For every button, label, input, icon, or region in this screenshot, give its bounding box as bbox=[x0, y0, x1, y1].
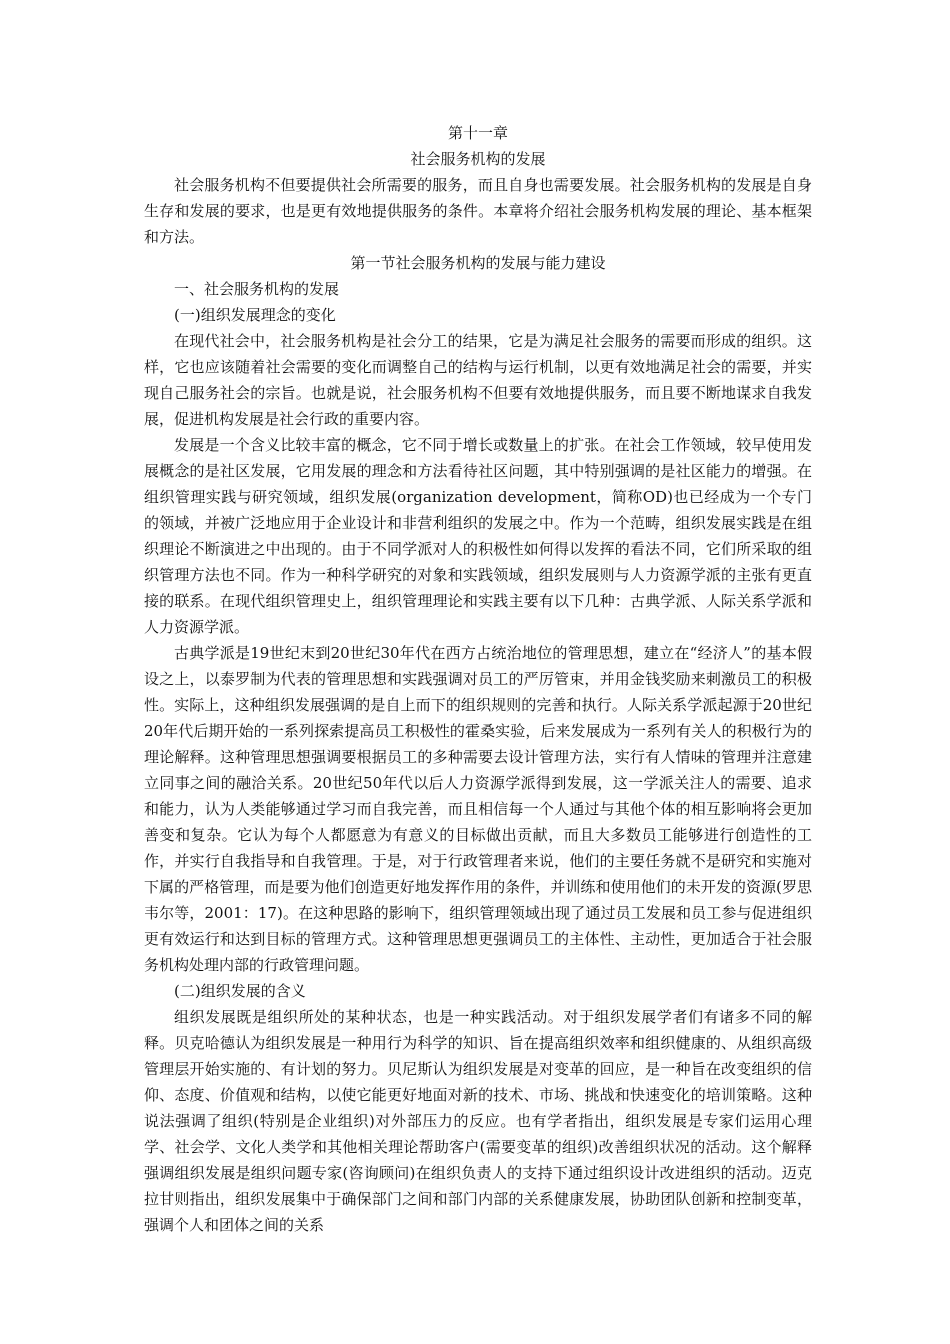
document-page bbox=[144, 120, 812, 1238]
body-paragraph: 组织发展既是组织所处的某种状态，也是一种实践活动。对于组织发展学者们有诸多不同的解释。贝克哈德认为组织发展是一种用行为科学的知识、旨在提高组织效率和组织健康的、从组织高级管理层开始实施的、有计划的努力。贝尼斯认为组织发展是对变革的回应，是一种旨在改变组织的信仰、态度、价值观和结构，以使它能更好地面对新的技术、市场、挑战和快速变化的培训策略。这种说法强调了组织(特别是企业组织)对外部压力的反应。也有学者指出，组织发展是专家们运用心理学、社会学、文化人类学和其他相关理论帮助客户(需要变革的组织)改善组织状况的活动。这个解释强调组织发展是组织问题专家(咨询顾问)在组织负责人的支持下通过组织设计改进组织的活动。迈克拉甘则指出，组织发展集中于确保部门之间和部门内部的关系健康发展，协助团队创新和控制变革，强调个人和团体之间的关系 bbox=[144, 1008, 812, 1234]
body-paragraph: 发展是一个含义比较丰富的概念，它不同于增长或数量上的扩张。在社会工作领域，较早使用发展概念的是社区发展，它用发展的理念和方法看待社区问题，其中特别强调的是社区能力的增强。在组织管理实践与研究领域，组织发展(organization development，简称OD)也已经成为一个专门的领域，并被广泛地应用于企业设计和非营利组织的发展之中。作为一个范畴，组织发展实践是在组织理论不断演进之中出现的。由于不同学派对人的积极性如何得以发挥的看法不同，它们所采取的组织管理方法也不同。作为一种科学研究的对象和实践领域，组织发展则与人力资源学派的主张有更直接的联系。在现代组织管理史上，组织管理理论和实践主要有以下几种：古典学派、人际关系学派和人力资源学派。 bbox=[144, 436, 812, 636]
item-heading-2: (二)组织发展的含义 bbox=[174, 982, 306, 1000]
section-title: 第一节社会服务机构的发展与能力建设 bbox=[350, 254, 606, 272]
body-paragraph: 在现代社会中，社会服务机构是社会分工的结果，它是为满足社会服务的需要而形成的组织。这样，它也应该随着社会需要的变化而调整自己的结构与运行机制，以更有效地满足社会的需要，并实现自己服务社会的宗旨。也就是说，社会服务机构不但要有效地提供服务，而且要不断地谋求自我发展，促进机构发展是社会行政的重要内容。 bbox=[144, 332, 812, 428]
intro-paragraph: 社会服务机构不但要提供社会所需要的服务，而且自身也需要发展。社会服务机构的发展是自身生存和发展的要求，也是更有效地提供服务的条件。本章将介绍社会服务机构发展的理论、基本框架和方法。 bbox=[144, 176, 812, 246]
chapter-number: 第十一章 bbox=[447, 124, 508, 142]
chapter-title: 社会服务机构的发展 bbox=[410, 150, 546, 168]
body-paragraph: 古典学派是19世纪末到20世纪30年代在西方占统治地位的管理思想，建立在“经济人”的基本假设之上，以泰罗制为代表的管理思想和实践强调对员工的严厉管束，并用金钱奖励来刺激员工的积极性。实际上，这种组织发展强调的是自上而下的组织规则的完善和执行。人际关系学派起源于20世纪20年代后期开始的一系列探索提高员工积极性的霍桑实验，后来发展成为一系列有关人的积极行为的理论解释。这种管理思想强调要根据员工的多种需要去设计管理方法，实行有人情味的管理并注意建立同事之间的融洽关系。20世纪50年代以后人力资源学派得到发展，这一学派关注人的需要、追求和能力，认为人类能够通过学习而自我完善，而且相信每一个人通过与其他个体的相互影响将会更加善变和复杂。它认为每个人都愿意为有意义的目标做出贡献，而且大多数员工能够进行创造性的工作，并实行自我指导和自我管理。于是，对于行政管理者来说，他们的主要任务就不是研究和实施对下属的严格管理，而是要为他们创造更好地发挥作用的条件，并训练和使用他们的未开发的资源(罗思韦尔等，2001：17)。在这种思路的影响下，组织管理领域出现了通过员工发展和员工参与促进组织更有效运行和达到目标的管理方式。这种管理思想更强调员工的主体性、主动性，更加适合于社会服务机构处理内部的行政管理问题。 bbox=[144, 644, 812, 974]
subsection-heading-1: 一、社会服务机构的发展 bbox=[174, 280, 340, 298]
item-heading-1: (一)组织发展理念的变化 bbox=[174, 306, 336, 324]
